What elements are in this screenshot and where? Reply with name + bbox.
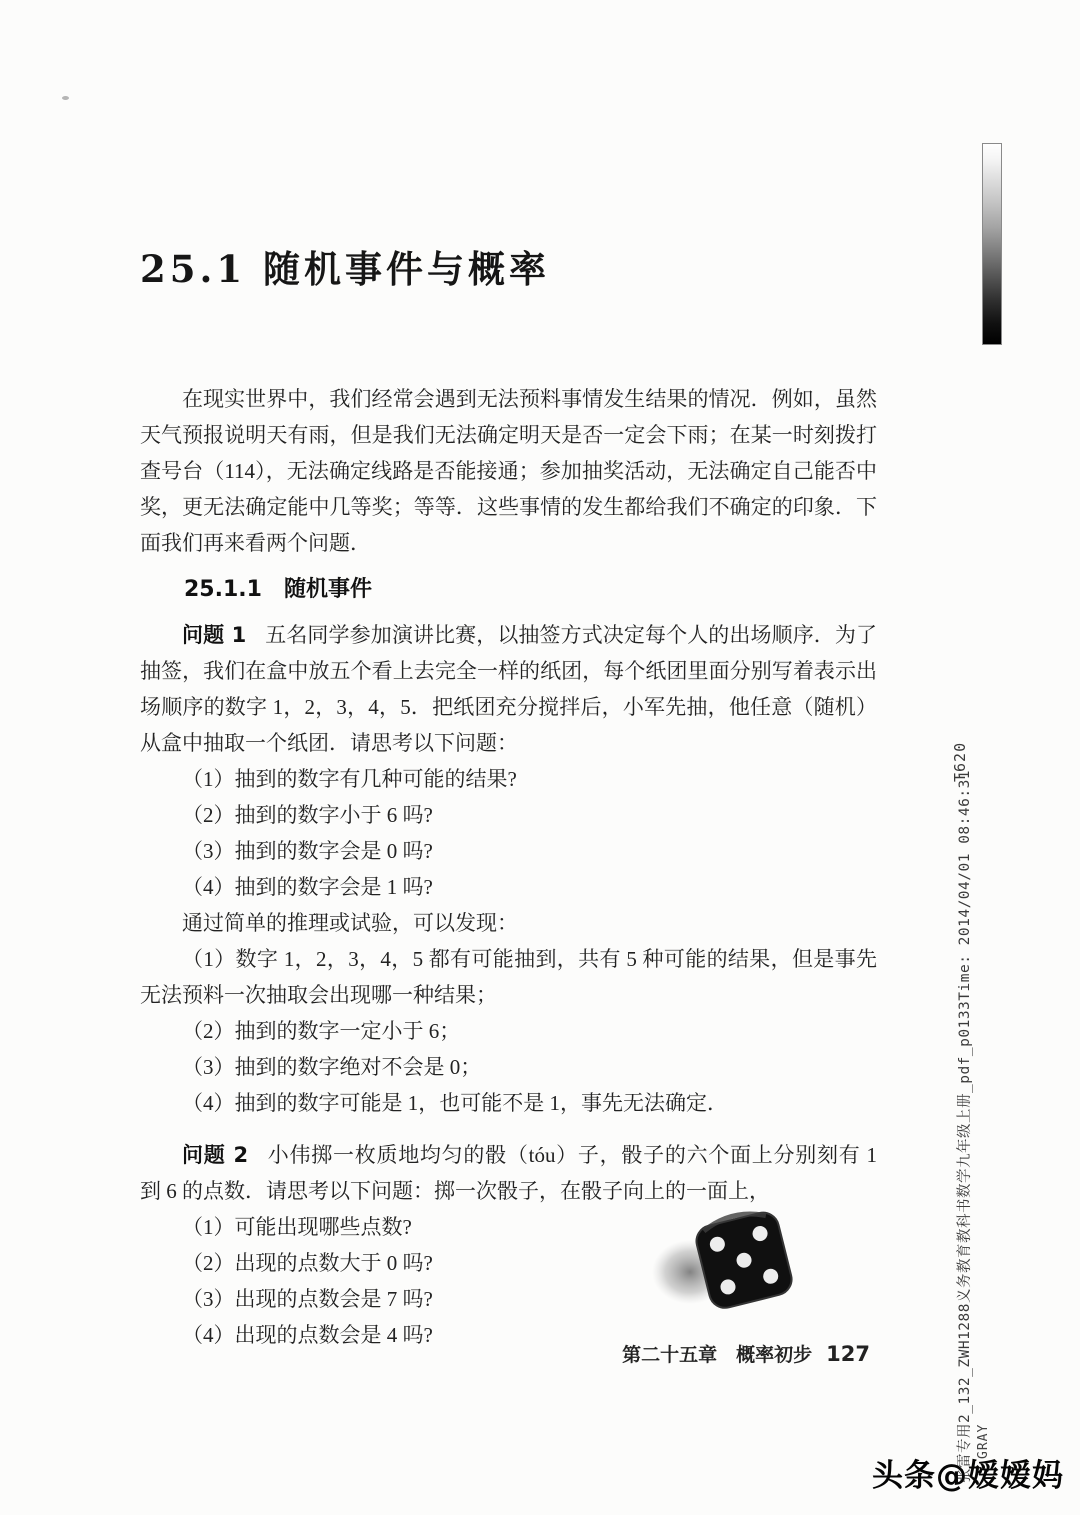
problem1-paragraph bbox=[140, 617, 877, 761]
margin-gray-label: GRAY bbox=[976, 1423, 991, 1459]
problem2-question-4: （4）出现的点数会是 4 吗? bbox=[182, 1323, 433, 1347]
problem2-question-3: （3）出现的点数会是 7 吗? bbox=[182, 1287, 433, 1311]
problem2-body: 小伟掷一枚质地均匀的骰（tóu）子，骰子的六个面上分别刻有 1 到 6 的点数．请思考以下问题：掷一次骰子，在骰子向上的一面上， bbox=[140, 1143, 877, 1203]
page-title: 25.1 随机事件与概率 bbox=[140, 247, 550, 291]
problem1-finding-4: （4）抽到的数字可能是 1，也可能不是 1，事先无法确定． bbox=[182, 1091, 728, 1115]
problem1-body: 五名同学参加演讲比赛，以抽签方式决定每个人的出场顺序．为了抽签，我们在盒中放五个看上去完全一样的纸团，每个纸团里面分别写着表示出场顺序的数字 1，2，3，4，5．把纸团充分搅拌后，小军先抽，他任意（随机）从盒中抽取一个纸团．请思考以下问题： bbox=[140, 623, 877, 755]
dice-illustration bbox=[650, 1200, 810, 1315]
problem1-question-2: （2）抽到的数字小于 6 吗? bbox=[182, 803, 433, 827]
footer-page-number: 127 bbox=[826, 1342, 870, 1366]
section-heading: 25.1.1 随机事件 bbox=[184, 577, 372, 602]
problem1-finding-1: （1）数字 1，2，3，4，5 都有可能抽到，共有 5 种可能的结果，但是事先无法预料一次抽取会出现哪一种结果； bbox=[140, 947, 877, 1007]
page-footer bbox=[140, 1340, 870, 1367]
problem2-question-2: （2）出现的点数大于 0 吗? bbox=[182, 1251, 433, 1275]
problem1-question-3: （3）抽到的数字会是 0 吗? bbox=[182, 839, 433, 863]
problem1-transition: 通过简单的推理或试验，可以发现： bbox=[182, 911, 518, 935]
problem1-label: 问题 1 bbox=[182, 623, 247, 647]
problem2-paragraph bbox=[140, 1137, 877, 1209]
watermark-text: 头条@嫒嫒妈 bbox=[872, 1458, 1064, 1494]
problem1-finding-2: （2）抽到的数字一定小于 6； bbox=[182, 1019, 461, 1043]
problem1-question-4: （4）抽到的数字会是 1 吗? bbox=[182, 875, 433, 899]
margin-scan-code: T620 bbox=[951, 741, 969, 782]
problem1-question-1: （1）抽到的数字有几种可能的结果? bbox=[182, 767, 517, 791]
intro-paragraph: 在现实世界中，我们经常会遇到无法预料事情发生结果的情况．例如，虽然天气预报说明天有雨，但是我们无法确定明天是否一定会下雨；在某一时刻拨打查号台（114），无法确定线路是否能接通；参加抽奖活动，无法确定自己能否中奖，更无法确定能中几等奖；等等．这些事情的发生都给我们不确定的印象．下面我们再来看两个问题． bbox=[140, 387, 877, 555]
dice-photo bbox=[650, 1200, 810, 1315]
problem2-label: 问题 2 bbox=[182, 1143, 249, 1167]
margin-scan-info: 张雷专用2_132_ZWH1288义务教育教科书数学九年级上册_pdf_p0133Time: 2014/04/01 08:46:31 bbox=[957, 769, 973, 1483]
scan-speck bbox=[62, 96, 69, 100]
footer-chapter-title: 第二十五章 概率初步 bbox=[622, 1344, 813, 1366]
problem2-question-1: （1）可能出现哪些点数? bbox=[182, 1215, 412, 1239]
problem1-finding-3: （3）抽到的数字绝对不会是 0； bbox=[182, 1055, 482, 1079]
page-body bbox=[140, 245, 877, 1353]
grayscale-calibration-strip bbox=[982, 143, 1002, 345]
